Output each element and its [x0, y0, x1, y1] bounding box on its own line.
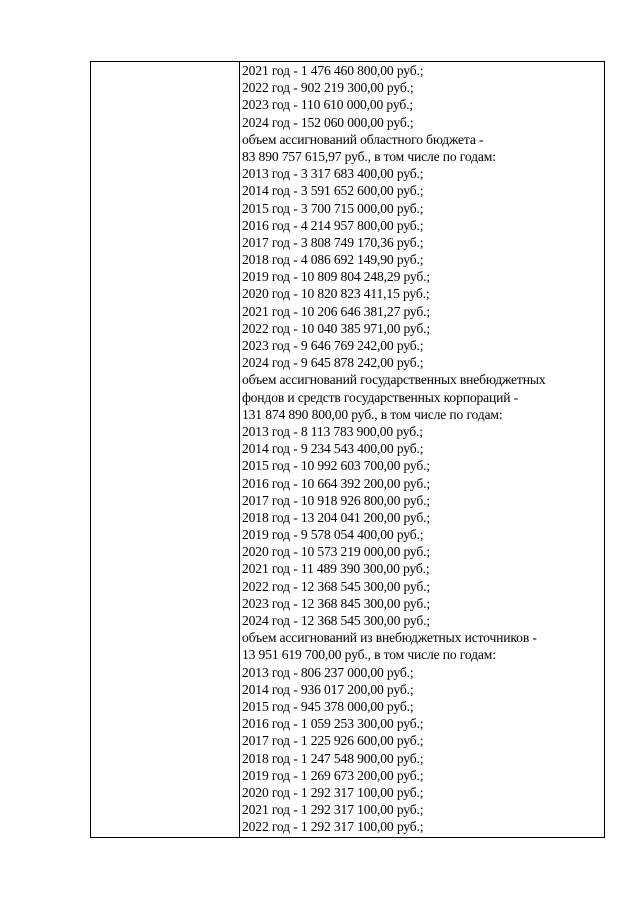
text-line: 131 874 890 800,00 руб., в том числе по годам:: [242, 406, 503, 422]
text-line: 2020 год - 1 292 317 100,00 руб.;: [242, 784, 424, 800]
text-line: объем ассигнований из внебюджетных источников -: [242, 630, 537, 646]
text-line: 2023 год - 110 610 000,00 руб.;: [242, 97, 413, 113]
text-line: 83 890 757 615,97 руб., в том числе по годам:: [242, 148, 496, 164]
text-line: 2014 год - 9 234 543 400,00 руб.;: [242, 441, 424, 457]
text-line: объем ассигнований государственных внебюджетных: [242, 372, 546, 388]
text-line: 2022 год - 902 219 300,00 руб.;: [242, 80, 414, 96]
text-line: 13 951 619 700,00 руб., в том числе по годам:: [242, 647, 496, 663]
text-line: 2017 год - 10 918 926 800,00 руб.;: [242, 492, 431, 508]
text-line: 2017 год - 1 225 926 600,00 руб.;: [242, 733, 424, 749]
text-line: 2015 год - 945 378 000,00 руб.;: [242, 698, 414, 714]
text-line: 2024 год - 12 368 545 300,00 руб.;: [242, 613, 431, 628]
text-line: 2022 год - 12 368 545 300,00 руб.;: [242, 578, 431, 594]
text-line: фондов и средств государственных корпораций -: [242, 389, 519, 405]
text-line: 2023 год - 12 368 845 300,00 руб.;: [242, 595, 431, 611]
text-line: 2018 год - 1 247 548 900,00 руб.;: [242, 750, 424, 766]
text-line: 2022 год - 10 040 385 971,00 руб.;: [242, 320, 431, 336]
text-line: 2023 год - 9 646 769 242,00 руб.;: [242, 338, 424, 353]
table-right-cell: [240, 62, 604, 837]
text-line: 2018 год - 4 086 692 149,90 руб.;: [242, 252, 424, 268]
text-line: 2018 год - 13 204 041 200,00 руб.;: [242, 509, 431, 525]
text-line: 2020 год - 10 820 823 411,15 руб.;: [242, 286, 430, 302]
text-line: 2021 год - 1 476 460 800,00 руб.;: [242, 63, 424, 78]
text-line: 2015 год - 3 700 715 000,00 руб.;: [242, 200, 424, 216]
text-line: 2016 год - 1 059 253 300,00 руб.;: [242, 716, 424, 732]
text-line: 2020 год - 10 573 219 000,00 руб.;: [242, 544, 431, 560]
text-line: 2022 год - 1 292 317 100,00 руб.;: [242, 819, 424, 835]
text-line: 2019 год - 10 809 804 248,29 руб.;: [242, 269, 431, 285]
text-line: 2014 год - 936 017 200,00 руб.;: [242, 681, 414, 697]
text-line: 2016 год - 10 664 392 200,00 руб.;: [242, 475, 431, 491]
text-line: 2013 год - 806 237 000,00 руб.;: [242, 664, 414, 680]
text-line: 2021 год - 11 489 390 300,00 руб.;: [242, 561, 430, 577]
text-line: 2013 год - 8 113 783 900,00 руб.;: [242, 423, 423, 439]
text-line: 2021 год - 1 292 317 100,00 руб.;: [242, 802, 424, 818]
text-line: 2016 год - 4 214 957 800,00 руб.;: [242, 217, 424, 233]
text-line: 2014 год - 3 591 652 600,00 руб.;: [242, 183, 424, 199]
table-left-cell: [91, 62, 240, 837]
text-line: 2019 год - 9 578 054 400,00 руб.;: [242, 527, 424, 543]
text-line: 2019 год - 1 269 673 200,00 руб.;: [242, 767, 424, 783]
text-line: 2021 год - 10 206 646 381,27 руб.;: [242, 303, 431, 319]
text-line: 2017 год - 3 808 749 170,36 руб.;: [242, 234, 424, 250]
text-line: 2013 год - 3 317 683 400,00 руб.;: [242, 166, 424, 182]
text-line: 2024 год - 9 645 878 242,00 руб.;: [242, 355, 424, 371]
funding-table: [90, 61, 605, 838]
text-line: 2015 год - 10 992 603 700,00 руб.;: [242, 458, 431, 474]
text-line: объем ассигнований областного бюджета -: [242, 131, 484, 147]
text-line: 2024 год - 152 060 000,00 руб.;: [242, 114, 414, 130]
